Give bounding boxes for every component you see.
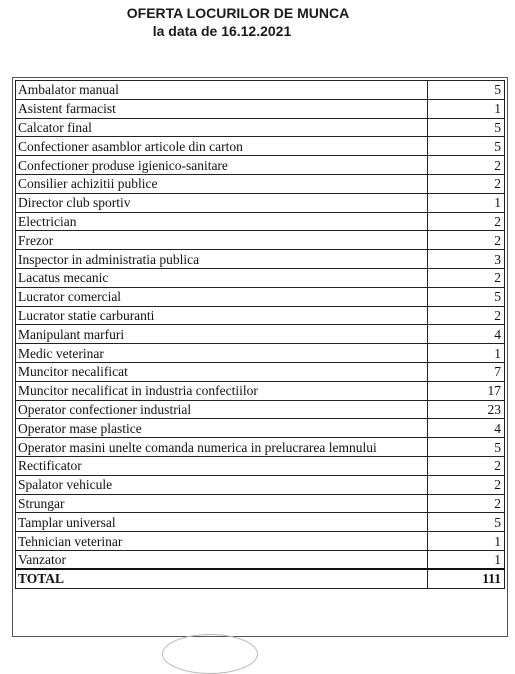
job-count: 2: [428, 456, 505, 475]
job-title: Electrician: [16, 212, 428, 231]
job-count: 17: [428, 381, 505, 400]
job-count: 4: [428, 325, 505, 344]
table-row: [16, 513, 505, 532]
table-row: [16, 400, 505, 419]
job-title: Strungar: [16, 494, 428, 513]
job-count: 5: [428, 287, 505, 306]
job-count: 1: [428, 193, 505, 212]
job-title: Frezor: [16, 231, 428, 250]
table-row: [16, 456, 505, 475]
job-title: Operator confectioner industrial: [16, 400, 428, 419]
job-count: 2: [428, 212, 505, 231]
job-count: 2: [428, 475, 505, 494]
job-title: Operator mase plastice: [16, 419, 428, 438]
jobs-table-frame: [12, 77, 508, 637]
job-title: Operator masini unelte comanda numerica in prelucrarea lemnului: [16, 438, 428, 457]
table-row: [16, 212, 505, 231]
job-count: 5: [428, 81, 505, 100]
table-row: [16, 250, 505, 269]
table-row: [16, 174, 505, 193]
table-row: [16, 306, 505, 325]
job-title: Rectificator: [16, 456, 428, 475]
table-row: [16, 419, 505, 438]
job-count: 4: [428, 419, 505, 438]
jobs-table: [15, 80, 505, 589]
job-count: 1: [428, 532, 505, 551]
job-title: Lacatus mecanic: [16, 268, 428, 287]
job-count: 5: [428, 118, 505, 137]
job-count: 2: [428, 174, 505, 193]
total-count: 111: [428, 569, 505, 588]
table-row: [16, 193, 505, 212]
table-row: [16, 494, 505, 513]
job-title: Medic veterinar: [16, 344, 428, 363]
job-title: Lucrator statie carburanti: [16, 306, 428, 325]
table-row: [16, 475, 505, 494]
job-title: Lucrator comercial: [16, 287, 428, 306]
job-title: Muncitor necalificat in industria confectiilor: [16, 381, 428, 400]
job-count: 5: [428, 513, 505, 532]
table-row: [16, 118, 505, 137]
table-row: [16, 156, 505, 175]
job-title: Tehnician veterinar: [16, 532, 428, 551]
job-count: 3: [428, 250, 505, 269]
table-row: [16, 81, 505, 100]
job-count: 5: [428, 438, 505, 457]
table-row: [16, 532, 505, 551]
official-stamp: [162, 634, 258, 674]
job-title: Ambalator manual: [16, 81, 428, 100]
job-title: Calcator final: [16, 118, 428, 137]
job-count: 23: [428, 400, 505, 419]
job-title: Tamplar universal: [16, 513, 428, 532]
total-row: [16, 569, 505, 588]
document-date: la data de 16.12.2021: [152, 23, 292, 39]
table-row: [16, 99, 505, 118]
job-count: 1: [428, 99, 505, 118]
job-count: 2: [428, 268, 505, 287]
table-row: [16, 362, 505, 381]
table-row: [16, 268, 505, 287]
table-row: [16, 231, 505, 250]
job-title: Inspector in administratia publica: [16, 250, 428, 269]
table-row: [16, 381, 505, 400]
table-row: [16, 438, 505, 457]
job-count: 1: [428, 344, 505, 363]
table-row: [16, 550, 505, 569]
table-row: [16, 325, 505, 344]
document-title: OFERTA LOCURILOR DE MUNCA: [126, 5, 350, 21]
job-count: 2: [428, 156, 505, 175]
job-title: Manipulant marfuri: [16, 325, 428, 344]
job-count: 1: [428, 550, 505, 569]
total-label: TOTAL: [16, 569, 428, 588]
job-title: Confectioner produse igienico-sanitare: [16, 156, 428, 175]
job-title: Muncitor necalificat: [16, 362, 428, 381]
job-title: Asistent farmacist: [16, 99, 428, 118]
job-count: 7: [428, 362, 505, 381]
job-title: Spalator vehicule: [16, 475, 428, 494]
job-title: Director club sportiv: [16, 193, 428, 212]
table-row: [16, 344, 505, 363]
job-title: Consilier achizitii publice: [16, 174, 428, 193]
table-row: [16, 287, 505, 306]
job-count: 2: [428, 494, 505, 513]
job-count: 2: [428, 231, 505, 250]
job-title: Confectioner asamblor articole din carton: [16, 137, 428, 156]
job-count: 5: [428, 137, 505, 156]
table-row: [16, 137, 505, 156]
job-title: Vanzator: [16, 550, 428, 569]
job-count: 2: [428, 306, 505, 325]
